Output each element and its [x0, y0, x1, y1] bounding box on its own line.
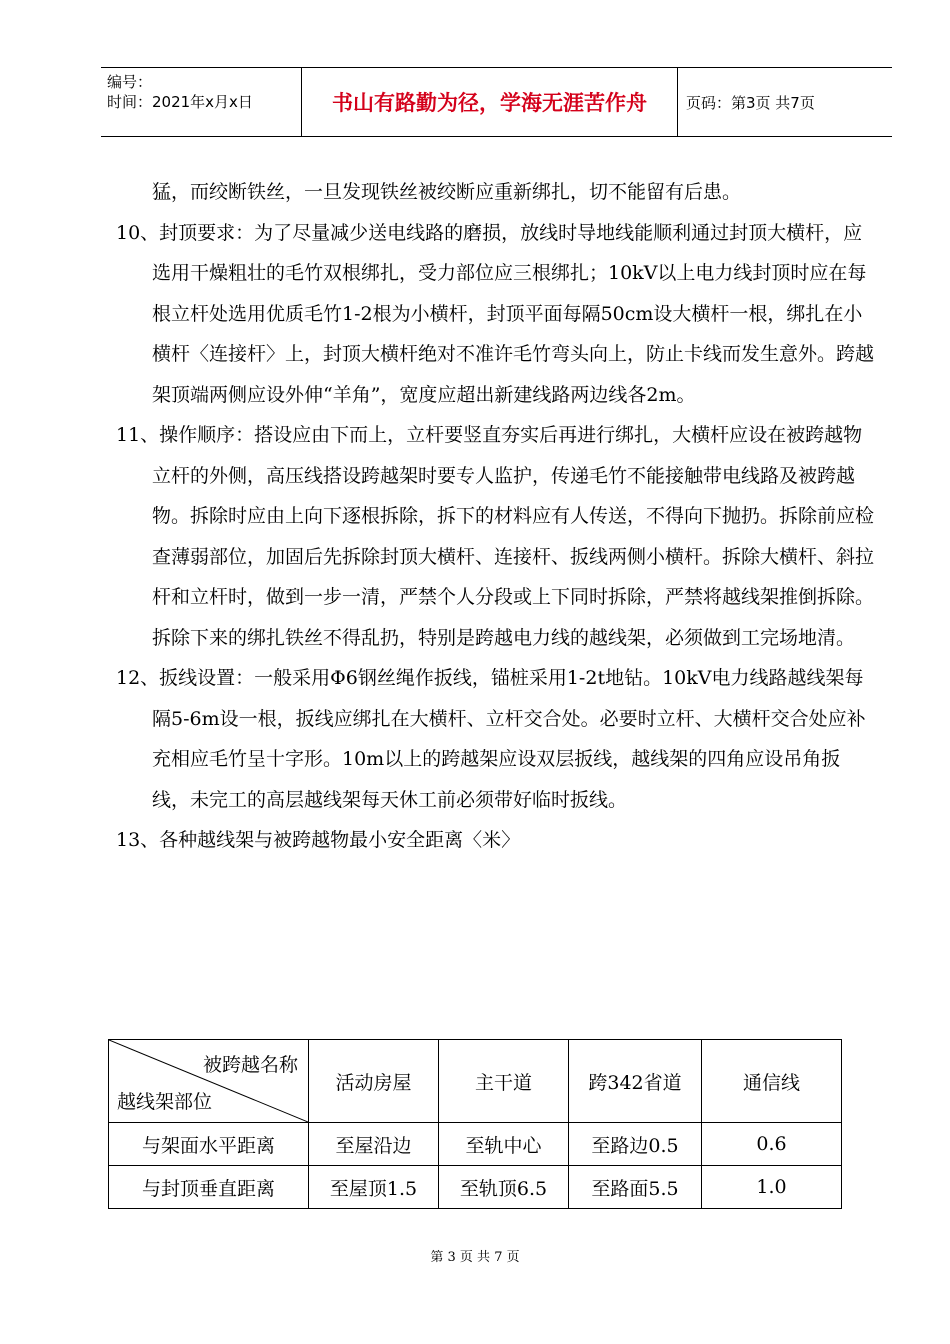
paragraph: 猛，而绞断铁丝，一旦发现铁丝被绞断应重新绑扎，切不能留有后患。: [152, 181, 742, 203]
column-header: 主干道: [439, 1040, 569, 1123]
table-cell: 至轨顶6.5: [439, 1166, 569, 1209]
table-cell: 0.6: [702, 1123, 842, 1166]
table-cell: 1.0: [702, 1166, 842, 1209]
table-header-row: [109, 1040, 842, 1123]
table-row: [109, 1123, 842, 1166]
header-motto: 书山有路勤为径，学海无涯苦作舟: [302, 68, 678, 136]
table-cell: 至屋顶1.5: [309, 1166, 439, 1209]
table-cell: 至轨中心: [439, 1123, 569, 1166]
paragraph: 13、各种越线架与被跨越物最小安全距离〈米〉: [116, 829, 521, 851]
row-label: 与封顶垂直距离: [109, 1166, 309, 1209]
header-meta: [101, 68, 302, 136]
table-row: [109, 1166, 842, 1209]
column-header: 跨342省道: [569, 1040, 702, 1123]
page-header: [101, 67, 892, 137]
header-crossed-name: 被跨越名称: [202, 1054, 298, 1076]
header-frame-part: 越线架部位: [117, 1091, 213, 1113]
page-footer: 第 3 页 共 7 页: [430, 1250, 520, 1265]
row-label: 与架面水平距离: [109, 1123, 309, 1166]
diagonal-header-cell: [109, 1040, 309, 1123]
number-label: 编号：: [107, 73, 153, 91]
paragraph: 11、操作顺序：搭设应由下而上，立杆要竖直夯实后再进行绑扎，大横杆应设在被跨越物立杆的外侧，高压线搭设跨越架时要专人监护，传递毛竹不能接触带电线路及被跨越物。拆除时应由上向下逐根拆除，拆下的材料应有人传送，不得向下抛扔。拆除前应检查薄弱部位，加固后先拆除封顶大横杆、连接杆、扳线两侧小横杆。拆除大横杆、斜拉杆和立杆时，做到一步一清，严禁个人分段或上下同时拆除，严禁将越线架推倒拆除。拆除下来的绑扎铁丝不得乱扔，特别是跨越电力线的越线架，必须做到工完场地清。: [116, 424, 875, 649]
table-cell: 至路面5.5: [569, 1166, 702, 1209]
table-cell: 至屋沿边: [309, 1123, 439, 1166]
paragraph: 10、封顶要求：为了尽量减少送电线路的磨损，放线时导地线能顺利通过封顶大横杆，应选用干燥粗壮的毛竹双根绑扎，受力部位应三根绑扎；10kV以上电力线封顶时应在每根立杆处选用优质毛竹1-2根为小横杆，封顶平面每隔50cm设大横杆一根，绑扎在小横杆〈连接杆〉上，封顶大横杆绝对不准许毛竹弯头向上，防止卡线而发生意外。跨越架顶端两侧应设外伸“羊角”，宽度应超出新建线路两边线各2m。: [116, 221, 875, 406]
column-header: 活动房屋: [309, 1040, 439, 1123]
table-cell: 至路边0.5: [569, 1123, 702, 1166]
time-label: 时间：2021年x月x日: [107, 93, 253, 111]
column-header: 通信线: [702, 1040, 842, 1123]
paragraph: 12、扳线设置：一般采用Φ6钢丝绳作扳线，锚桩采用1-2t地钻。10kV电力线路越线架每隔5-6m设一根，扳线应绑扎在大横杆、立杆交合处。必要时立杆、大横杆交合处应补充相应毛竹呈十字形。10m以上的跨越架应设双层扳线，越线架的四角应设吊角扳线，未完工的高层越线架每天休工前必须带好临时扳线。: [116, 667, 866, 811]
document-body: [116, 172, 878, 861]
safety-distance-table: [108, 1039, 842, 1209]
header-page-code: 页码：第3页 共7页: [686, 93, 815, 112]
